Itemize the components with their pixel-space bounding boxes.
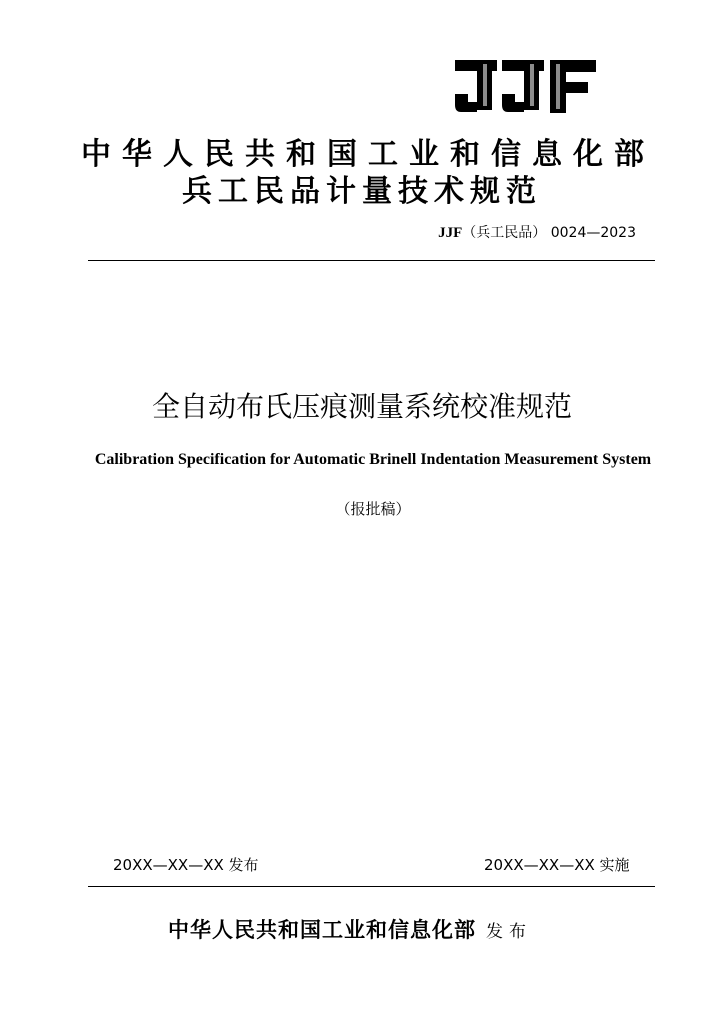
footer-divider (88, 886, 655, 887)
publisher-action: 发布 (486, 922, 532, 942)
jjf-logo (453, 58, 598, 116)
implement-date: 20XX—XX—XX 实施 (484, 856, 630, 874)
spec-code-number: （兵工民品） 0024—2023 (462, 225, 636, 241)
draft-status: （报批稿） (335, 500, 411, 518)
publish-date: 20XX—XX—XX 发布 (113, 856, 259, 874)
header-divider (88, 260, 655, 261)
spec-code (438, 226, 636, 241)
publisher (168, 920, 532, 941)
title-chinese: 全自动布氏压痕测量系统校准规范 (151, 390, 572, 423)
issuer-spec-category: 兵工民品计量技术规范 (182, 174, 542, 209)
spec-code-prefix: JJF (438, 225, 463, 241)
publisher-name: 中华人民共和国工业和信息化部 (168, 918, 476, 942)
issuer-ministry: 中华人民共和国工业和信息化部 (81, 137, 655, 172)
title-english: Calibration Specification for Automatic Brinell Indentation Measurement System (94, 451, 652, 468)
